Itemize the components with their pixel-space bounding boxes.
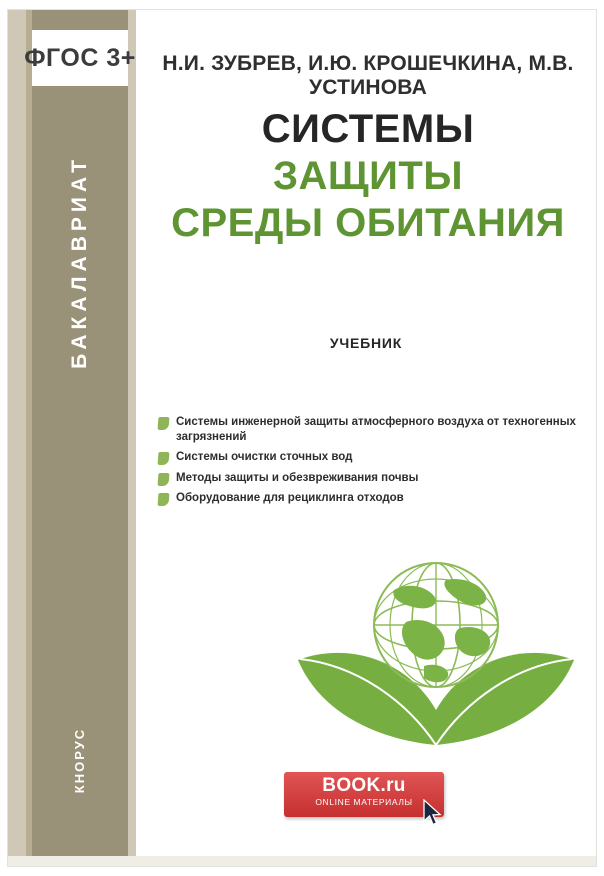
fgos-badge: [24, 30, 136, 86]
list-item-label: Методы защиты и обезвреживания почвы: [176, 471, 419, 484]
leaf-bullet-icon: [158, 493, 170, 506]
leaf-bullet-icon: [158, 417, 170, 430]
globe-leaves-icon: [286, 550, 586, 750]
cover-bottom-edge: [8, 856, 596, 866]
spine-series-title: [32, 100, 128, 440]
title-line-3: СРЕДЫ ОБИТАНИЯ: [171, 201, 565, 246]
mouse-cursor-icon: [422, 799, 442, 827]
title-line-2: ЗАЩИТЫ: [272, 154, 464, 199]
feature-list: [158, 415, 578, 511]
spine-series-label: БАКАЛАВРИАТ: [68, 155, 91, 369]
authors-line: Н.И. ЗУБРЕВ, И.Ю. КРОШЕЧКИНА, М.В. УСТИНОВА: [162, 52, 574, 99]
list-item: [158, 450, 578, 465]
title-line-1: СИСТЕМЫ: [261, 107, 475, 151]
book-title: [150, 106, 586, 248]
spine-inner-stripe: [128, 10, 136, 866]
fgos-badge-label: ФГОС 3+: [24, 43, 136, 72]
leaf-bullet-icon: [158, 473, 170, 486]
list-item-label: Системы очистки сточных вод: [176, 451, 353, 464]
spine-outer-edge: [8, 10, 26, 866]
list-item: [158, 491, 578, 506]
bookru-title: BOOK.ru: [322, 775, 406, 796]
list-item-label: Системы инженерной защиты атмосферного воздуха от техногенных загрязнений: [176, 416, 576, 444]
book-subtitle: УЧЕБНИК: [329, 335, 403, 351]
list-item: [158, 471, 578, 486]
leaf-bullet-icon: [158, 452, 170, 465]
bookru-badge[interactable]: [284, 772, 444, 817]
list-item: [158, 415, 578, 445]
bookru-subtitle: ONLINE МАТЕРИАЛЫ: [315, 797, 413, 807]
cover-front-panel: [136, 10, 596, 866]
spine-publisher-label: КНОРУС: [72, 727, 88, 793]
list-item-label: Оборудование для рециклинга отходов: [176, 491, 404, 504]
book-cover: [8, 10, 596, 866]
spine-publisher: [32, 700, 128, 820]
globe-leaves-emblem: [286, 550, 586, 750]
